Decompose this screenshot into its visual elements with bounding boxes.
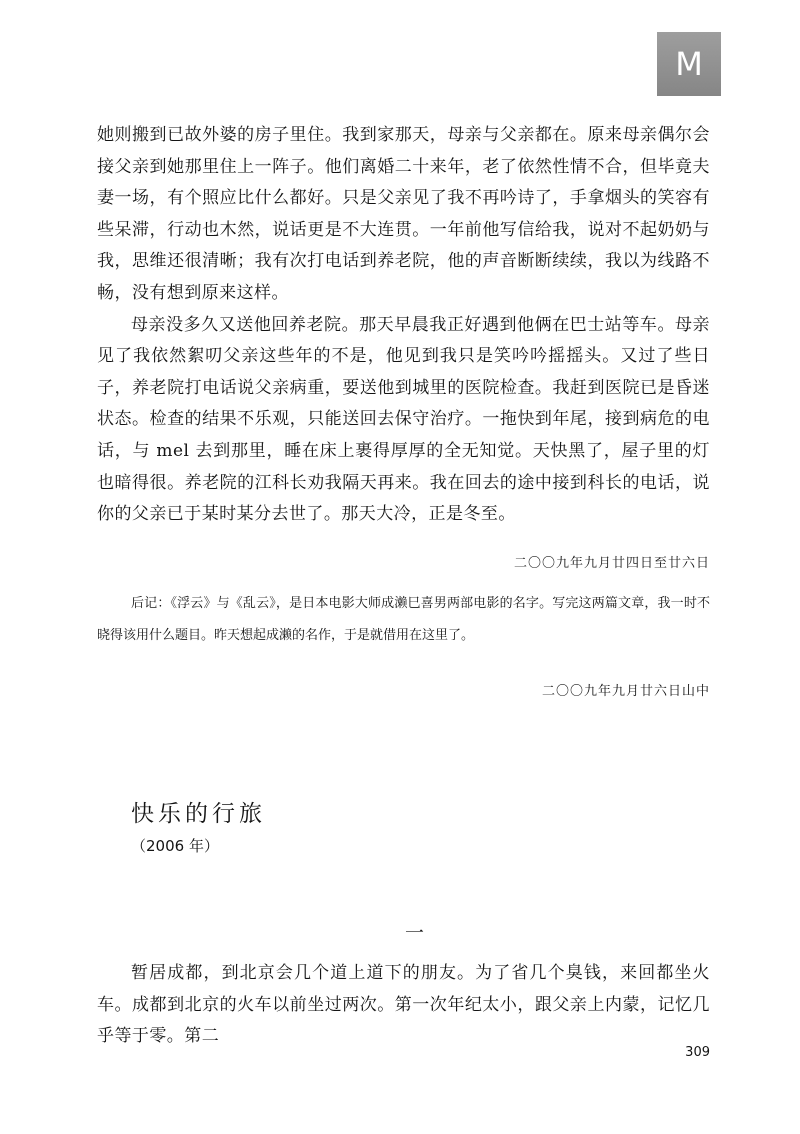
chapter-number: 一 <box>405 922 425 944</box>
date-line-1: 二〇〇九年九月廿四日至廿六日 <box>513 556 710 571</box>
paragraph-2: 母亲没多久又送他回养老院。那天早晨我正好遇到他俩在巴士站等车。母亲见了我依然絮叨父亲这些年的不是，他见到我只是笑吟吟摇摇头。又过了些日子，养老院打电话说父亲病重，要送他到城里的医院检查。我赶到医院已是昏迷状态。检查的结果不乐观，只能送回去保守治疗。一拖快到年尾，接到病危的电话，与 mel 去到那里，睡在床上裹得厚厚的全无知觉。天快黑了，屋子里的灯也暗得很。养老院的江科长劝我隔天再来。我在回去的途中接到科长的电话，说你的父亲已于某时某分去世了。那天大冷，正是冬至。 <box>97 314 710 525</box>
section-tab <box>657 32 721 96</box>
essay-body <box>97 120 710 531</box>
opening-paragraph: 暂居成都，到北京会几个道上道下的朋友。为了省几个臭钱，来回都坐火车。成都到北京的火车以前坐过两次。第一次年纪太小，跟父亲上内蒙，记忆几乎等于零。第二 <box>97 963 710 1047</box>
section-year: （2006 年） <box>131 837 219 855</box>
page-number: 309 <box>685 1045 710 1060</box>
date-line-2: 二〇〇九年九月廿六日山中 <box>541 684 710 699</box>
paragraph-1: 她则搬到已故外婆的房子里住。我到家那天，母亲与父亲都在。原来母亲偶尔会接父亲到她那里住上一阵子。他们离婚二十来年，老了依然性情不合，但毕竟夫妻一场，有个照应比什么都好。只是父亲见了我不再吟诗了，手拿烟头的笑容有些呆滞，行动也木然，说话更是不大连贯。一年前他写信给我，说对不起奶奶与我，思维还很清晰；我有次打电话到养老院，他的声音断断续续，我以为线路不畅，没有想到原来这样。 <box>97 125 710 303</box>
postscript: 后记：《浮云》与《乱云》，是日本电影大师成濑巳喜男两部电影的名字。写完这两篇文章，我一时不晓得该用什么题目。昨天想起成濑的名作，于是就借用在这里了。 <box>97 596 710 643</box>
section-tab-letter: M <box>675 45 703 83</box>
section-body <box>97 958 710 1053</box>
section-title: 快乐的行旅 <box>131 801 266 827</box>
